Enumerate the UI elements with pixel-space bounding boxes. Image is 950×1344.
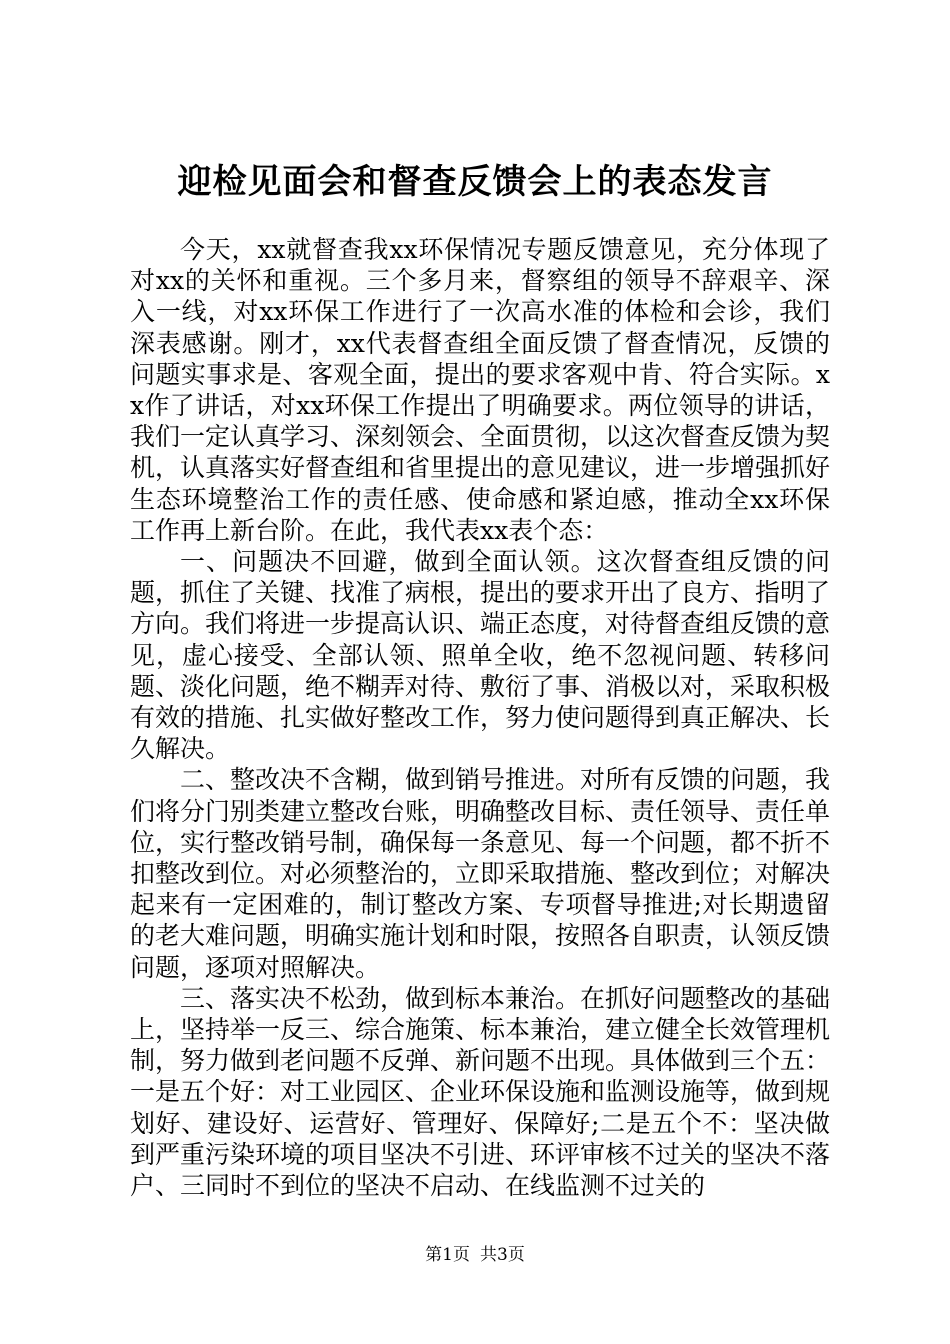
page-number: 第1页 (425, 1245, 470, 1265)
document-body (130, 234, 830, 1201)
document-title: 迎检见面会和督查反馈会上的表态发言 (177, 162, 773, 202)
paragraph-point-two: 二、整改决不含糊，做到销号推进。对所有反馈的问题，我们将分门别类建立整改台账，明确整改目标、责任领导、责任单位，实行整改销号制，确保每一条意见、每一个问题，都不折不扣整改到位。对必须整治的，立即采取措施、整改到位；对解决起来有一定困难的，制订整改方案、专项督导推进;对长期遗留的老大难问题，明确实施计划和时限，按照各自职责，认领反馈问题，逐项对照解决。 (130, 765, 831, 982)
page-total: 共3页 (480, 1245, 525, 1265)
paragraph-point-one: 一、问题决不回避，做到全面认领。这次督查组反馈的问题，抓住了关键、找准了病根，提出的要求开出了良方、指明了方向。我们将进一步提高认识、端正态度，对待督查组反馈的意见，虚心接受、全部认领、照单全收，绝不忽视问题、转移问题、淡化问题，绝不糊弄对待、敷衍了事、消极以对，采取积极有效的措施、扎实做好整改工作，努力使问题得到真正解决、长久解决。 (130, 547, 831, 764)
paragraph-point-three: 三、落实决不松劲，做到标本兼治。在抓好问题整改的基础上，坚持举一反三、综合施策、标本兼治，建立健全长效管理机制，努力做到老问题不反弹、新问题不出现。具体做到三个五：一是五个好：对工业园区、企业环保设施和监测设施等，做到规划好、建设好、运营好、管理好、保障好;二是五个不：坚决做到严重污染环境的项目坚决不引进、环评审核不过关的坚决不落户、三同时不到位的坚决不启动、在线监测不过关的 (130, 983, 831, 1201)
page-footer (0, 1244, 950, 1266)
paragraph-intro: 今天，xx就督查我xx环保情况专题反馈意见，充分体现了对xx的关怀和重视。三个多月来，督察组的领导不辞艰辛、深入一线，对xx环保工作进行了一次高水准的体检和会诊，我们深表感谢。刚才，xx代表督查组全面反馈了督查情况，反馈的问题实事求是、客观全面，提出的要求客观中肯、符合实际。xx作了讲话，对xx环保工作提出了明确要求。两位领导的讲话，我们一定认真学习、深刻领会、全面贯彻，以这次督查反馈为契机，认真落实好督查组和省里提出的意见建议，进一步增强抓好生态环境整治工作的责任感、使命感和紧迫感，推动全xx环保工作再上新台阶。在此，我代表xx表个态： (130, 235, 831, 545)
